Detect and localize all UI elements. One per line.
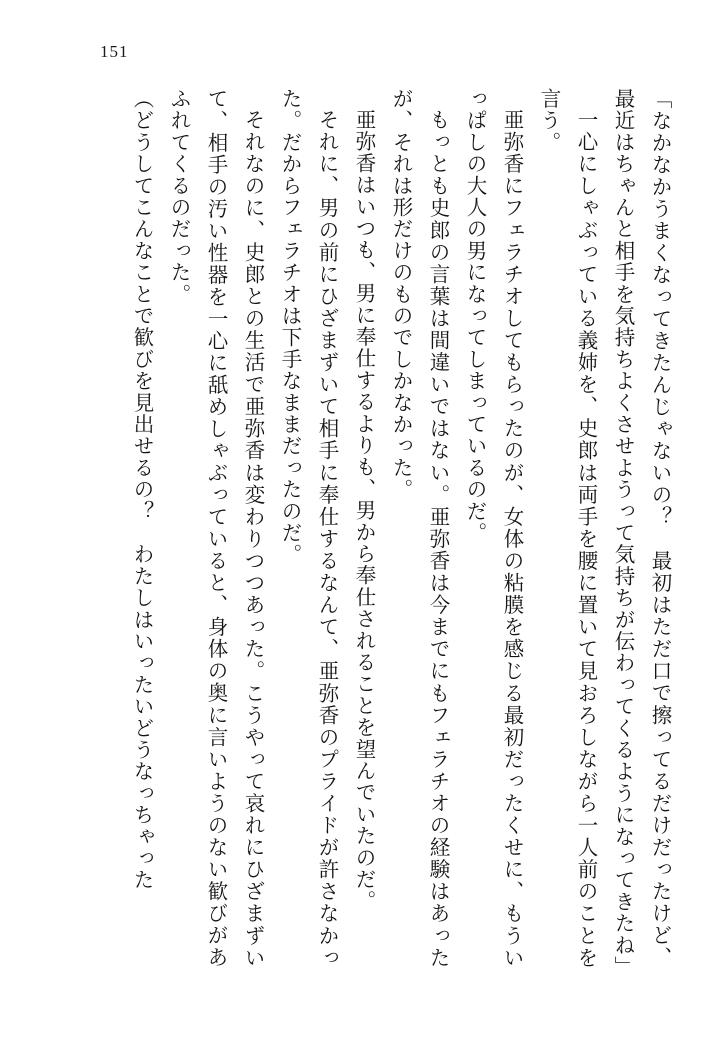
paragraph: 亜弥香はいつも、男に奉仕するよりも、男から奉仕されることを望んでいたのだ。: [352, 108, 376, 912]
paragraph: 一心にしゃぶっている義姉を、史郎は両手を腰に置いて見おろしながら一人前のことを言う。: [537, 88, 598, 968]
paragraph: （どうしてこんなことで歓びを見出せるの？ わたしはいったいどうなっちゃった: [130, 88, 154, 891]
paragraph: それに、男の前にひざまずいて相手に奉仕するなんて、亜弥香のプライドが許さなかった。だからフェラチオは下手なままだったのだ。: [278, 88, 339, 968]
paragraph: 「なかなかうまくなってきたんじゃないの？ 最初はただ口で擦ってるだけだったけど、最近はちゃんと相手を気持ちよくさせようって気持ちが伝わってくるようになってきたね」: [611, 88, 672, 978]
page-number: 151: [100, 42, 129, 61]
body-text: [48, 88, 678, 978]
paragraph: もっとも史郎の言葉は間違いではない。亜弥香は今までにもフェラチオの経験はあったが、それは形だけのものでしかなかった。: [389, 88, 450, 968]
paragraph: それなのに、史郎との生活で亜弥香は変わりつつあった。こうやって哀れにひざまずいて、相手の汚い性器を一心に舐めしゃぶっていると、身体の奥に言いようのない歓びがあふれてくるのだった。: [167, 88, 265, 968]
paragraph: 亜弥香にフェラチオしてもらったのが、女体の粘膜を感じる最初だったくせに、もういっぱしの大人の男になってしまっているのだ。: [463, 88, 524, 968]
